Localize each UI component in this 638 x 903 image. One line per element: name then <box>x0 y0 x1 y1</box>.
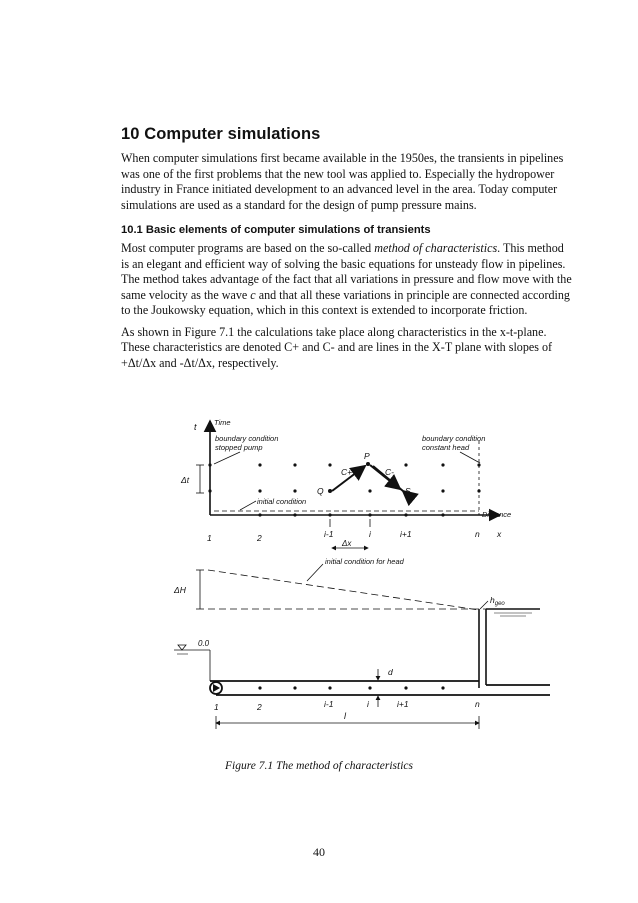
hgeo-label: $h_{geo}$ <box>490 595 505 607</box>
page-number: 40 <box>313 845 325 859</box>
distance-label: Distance <box>482 510 512 519</box>
bc-left-line2: stopped pump <box>215 443 263 452</box>
pipe-node-i-label: i <box>367 699 369 709</box>
bc-right-line2: constant head <box>422 443 470 452</box>
pipe-nodes <box>258 686 444 689</box>
t-axis-label: t <box>194 422 197 432</box>
delta-h-label: ΔH <box>174 585 186 595</box>
node-2-label: 2 <box>257 533 262 543</box>
text-body <box>121 125 573 377</box>
point-s-label: S <box>405 486 411 496</box>
section-title: 10 Computer simulations <box>121 125 321 143</box>
paragraph-figure-ref: As shown in Figure 7.1 the calculations take place along characteristics in the x-t-plane. These characteristics are denoted C+ and C- and are lines in the X-T plane with slopes of +Δt/Δx and -Δt/Δx, respectively. <box>121 324 553 370</box>
delta-t-label: Δt <box>181 475 190 485</box>
time-label: Time <box>214 418 231 427</box>
delta-x-label: Δx <box>342 539 352 548</box>
c-plus-label: C+ <box>341 467 353 477</box>
initial-head-label: initial condition for head <box>325 557 404 566</box>
node-i-label: i <box>369 529 371 539</box>
pipeline-schematic <box>173 557 550 729</box>
node-ip1-label: i+1 <box>400 529 412 539</box>
c-minus-label: C- <box>385 467 394 477</box>
pipe-node-n-label: n <box>475 699 480 709</box>
intro-paragraph: When computer simulations first became available in the 1950es, the transients in pipelines was one of the first problems that the new tool was applied to. Especially the hydropower industry in France initiated development to an advanced level in the area. Today computer simulations are used as a standard for the design of pump pressure mains. <box>121 151 564 212</box>
pipe-node-2-label: 2 <box>257 702 262 712</box>
point-q-label: Q <box>317 486 324 496</box>
node-n-label: n <box>475 529 480 539</box>
xt-plane <box>180 418 511 548</box>
diameter-label: d <box>388 667 393 677</box>
figure-caption: Figure 7.1 The method of characteristics <box>224 760 414 772</box>
figure-method-of-characteristics <box>160 413 550 753</box>
pipe-node-1-label: 1 <box>214 702 219 712</box>
pipe-node-im1-label: i-1 <box>324 699 334 709</box>
bc-left-line1: boundary condition <box>215 434 279 443</box>
length-label: l <box>344 711 346 721</box>
subsection-title: 10.1 Basic elements of computer simulations of transients <box>121 224 431 236</box>
point-p-label: P <box>364 451 370 461</box>
node-1-label: 1 <box>207 533 212 543</box>
pipe-node-ip1-label: i+1 <box>397 699 409 709</box>
characteristics-diagram <box>160 413 550 753</box>
paragraph-method: Most computer programs are based on the so-called method of characteristics. This method is an elegant and efficient way of solving the basic equations for unsteady flow in pipelines. The method takes advantage of the fact that all variations in pressure and flow move with the same velocity as the wave c and that all these variations in principle are connected according to the Joukowsky equation, which in this context is extended to incorporate friction. <box>121 241 572 317</box>
x-axis-label: x <box>497 529 502 539</box>
node-im1-label: i-1 <box>324 529 334 539</box>
bc-right-line1: boundary condition <box>422 434 486 443</box>
level-00-label: 0.0 <box>198 639 210 648</box>
initial-condition-label: initial condition <box>257 497 307 506</box>
